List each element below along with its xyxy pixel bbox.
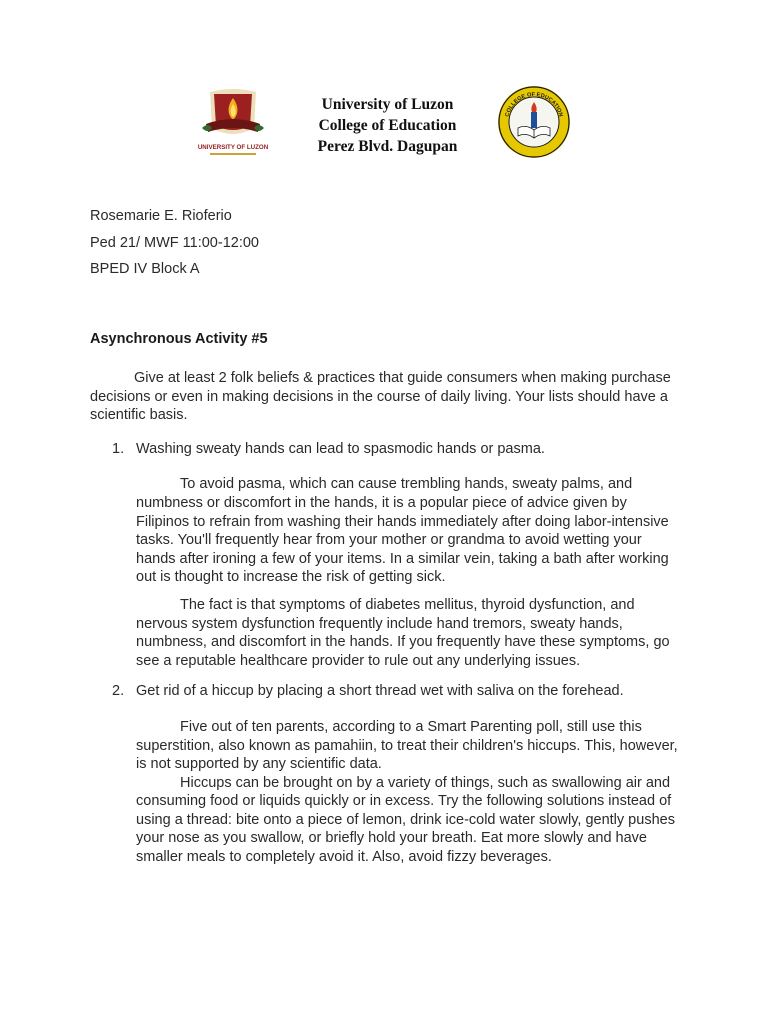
student-info xyxy=(90,203,259,283)
list-number: 1. xyxy=(112,440,125,457)
list-item xyxy=(90,440,682,671)
document-header xyxy=(0,0,768,175)
institution-address: Perez Blvd. Dagupan xyxy=(317,138,458,155)
student-name: Rosemarie E. Rioferio xyxy=(90,208,232,224)
activity-title: Asynchronous Activity #5 xyxy=(90,331,268,347)
college-of-education-seal-icon xyxy=(494,84,574,160)
institution-name: University of Luzon xyxy=(321,96,454,113)
student-block: BPED IV Block A xyxy=(90,261,200,277)
institution-block xyxy=(300,94,475,157)
college-name: College of Education xyxy=(318,117,457,134)
belief-paragraph: Five out of ten parents, according to a Smart Parenting poll, still use this superstition, also known as pamahiin, to treat their children's hiccups. This, however, is not supported by any scientific data. xyxy=(136,718,678,773)
belief-heading: Washing sweaty hands can lead to spasmodic hands or pasma. xyxy=(136,440,545,457)
activity-instructions: Give at least 2 folk beliefs & practices that guide consumers when making purchase decisions or even in making decisions in the course of daily living. Your lists should have a scientific basis. xyxy=(90,370,671,424)
belief-paragraph: Hiccups can be brought on by a variety of things, such as swallowing air and consuming food or liquids quickly or in excess. Try the following solutions instead of using a thread: bite onto a piece of lemon, drink ice-cold water slowly, gently pushes your nose as you swallow, or briefly hold your breath. Eat more slowly and have smaller meals to completely avoid it. Also, avoid fizzy beverages. xyxy=(136,774,675,866)
university-of-luzon-seal-icon xyxy=(196,84,270,160)
belief-paragraph: To avoid pasma, which can cause trembling hands, sweaty palms, and numbness or discomfort in the hands, it is a popular piece of advice given by Filipinos to refrain from washing their hands immediately after doing labor-intensive tasks. You'll frequently hear from your mother or grandma to avoid wetting your hands after ironing a few of your items. In a similar vein, taking a bath after working out is thought to increase the risk of getting sick. xyxy=(136,476,669,586)
belief-paragraph: The fact is that symptoms of diabetes mellitus, thyroid dysfunction, and nervous system dysfunction frequently include hand tremors, sweaty hands, numbness, and discomfort in the hands. If you frequently have these symptoms, go see a reputable healthcare provider to rule out any underlying issues. xyxy=(136,596,670,669)
course-schedule: Ped 21/ MWF 11:00-12:00 xyxy=(90,234,259,251)
document-body xyxy=(90,369,682,867)
seal-right-text: COLLEGE OF EDUCATION xyxy=(504,91,564,118)
list-item xyxy=(90,682,682,866)
seal-left-text: UNIVERSITY OF LUZON xyxy=(197,144,269,151)
belief-heading: Get rid of a hiccup by placing a short thread wet with saliva on the forehead. xyxy=(136,683,624,700)
list-number: 2. xyxy=(112,683,125,700)
